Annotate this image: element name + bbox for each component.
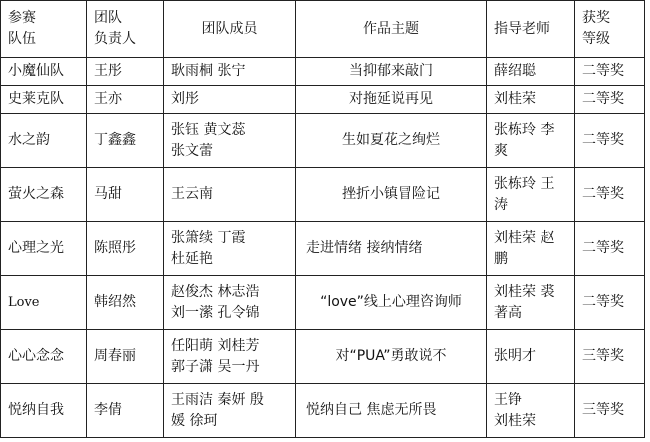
leader-cell: 马甜 bbox=[87, 168, 164, 222]
leader-cell: 王亦 bbox=[87, 86, 164, 114]
table-row bbox=[1, 86, 645, 114]
teacher-cell: 张明才 bbox=[487, 330, 575, 384]
leader-cell: 周春丽 bbox=[87, 330, 164, 384]
members-cell: 王云南 bbox=[164, 168, 296, 222]
team-cell: 心心念念 bbox=[1, 330, 87, 384]
teacher-cell: 刘桂荣 赵 鹏 bbox=[487, 222, 575, 276]
team-cell: 史莱克队 bbox=[1, 86, 87, 114]
theme-cell: 对拖延说再见 bbox=[296, 86, 487, 114]
header-award: 获奖 等级 bbox=[575, 1, 645, 58]
members-cell: 刘彤 bbox=[164, 86, 296, 114]
leader-cell: 韩绍然 bbox=[87, 276, 164, 330]
award-cell: 三等奖 bbox=[575, 330, 645, 384]
theme-cell: 走进情绪 接纳情绪 bbox=[296, 222, 487, 276]
teacher-cell: 薛绍聪 bbox=[487, 58, 575, 86]
team-cell: 悦纳自我 bbox=[1, 384, 87, 438]
teacher-cell: 张栋玲 王 涛 bbox=[487, 168, 575, 222]
theme-cell: 对“PUA”勇敢说不 bbox=[296, 330, 487, 384]
members-cell: 张钰 黄文蕊 张文蕾 bbox=[164, 114, 296, 168]
award-cell: 二等奖 bbox=[575, 86, 645, 114]
header-team: 参赛 队伍 bbox=[1, 1, 87, 58]
teacher-cell: 张栋玲 李 爽 bbox=[487, 114, 575, 168]
teacher-cell: 刘桂荣 裘 著高 bbox=[487, 276, 575, 330]
team-cell: 水之韵 bbox=[1, 114, 87, 168]
theme-cell: 生如夏花之绚烂 bbox=[296, 114, 487, 168]
team-cell: 小魔仙队 bbox=[1, 58, 87, 86]
table-row bbox=[1, 384, 645, 438]
header-teacher: 指导老师 bbox=[487, 1, 575, 58]
table-row bbox=[1, 168, 645, 222]
table-row bbox=[1, 222, 645, 276]
header-theme: 作品主题 bbox=[296, 1, 487, 58]
members-cell: 任阳萌 刘桂芳 郭子潇 吴一丹 bbox=[164, 330, 296, 384]
header-members: 团队成员 bbox=[164, 1, 296, 58]
theme-cell: 当抑郁来敲门 bbox=[296, 58, 487, 86]
award-cell: 二等奖 bbox=[575, 168, 645, 222]
award-cell: 二等奖 bbox=[575, 276, 645, 330]
members-cell: 赵俊杰 林志浩 刘一潆 孔令锦 bbox=[164, 276, 296, 330]
members-cell: 张箫续 丁霞 杜延艳 bbox=[164, 222, 296, 276]
table-row bbox=[1, 330, 645, 384]
award-cell: 二等奖 bbox=[575, 58, 645, 86]
award-cell: 二等奖 bbox=[575, 222, 645, 276]
teacher-cell: 王铮 刘桂荣 bbox=[487, 384, 575, 438]
leader-cell: 陈照彤 bbox=[87, 222, 164, 276]
team-cell: 萤火之森 bbox=[1, 168, 87, 222]
award-cell: 三等奖 bbox=[575, 384, 645, 438]
teacher-cell: 刘桂荣 bbox=[487, 86, 575, 114]
table-row bbox=[1, 276, 645, 330]
theme-cell: “love”线上心理咨询师 bbox=[296, 276, 487, 330]
team-cell: 心理之光 bbox=[1, 222, 87, 276]
leader-cell: 王彤 bbox=[87, 58, 164, 86]
theme-cell: 悦纳自己 焦虑无所畏 bbox=[296, 384, 487, 438]
award-cell: 二等奖 bbox=[575, 114, 645, 168]
leader-cell: 丁鑫鑫 bbox=[87, 114, 164, 168]
header-row bbox=[1, 1, 645, 58]
header-leader: 团队 负责人 bbox=[87, 1, 164, 58]
members-cell: 耿雨桐 张宁 bbox=[164, 58, 296, 86]
table-row bbox=[1, 114, 645, 168]
table-row bbox=[1, 58, 645, 86]
team-cell: Love bbox=[1, 276, 87, 330]
members-cell: 王雨洁 秦妍 殷 媛 徐珂 bbox=[164, 384, 296, 438]
theme-cell: 挫折小镇冒险记 bbox=[296, 168, 487, 222]
leader-cell: 李倩 bbox=[87, 384, 164, 438]
